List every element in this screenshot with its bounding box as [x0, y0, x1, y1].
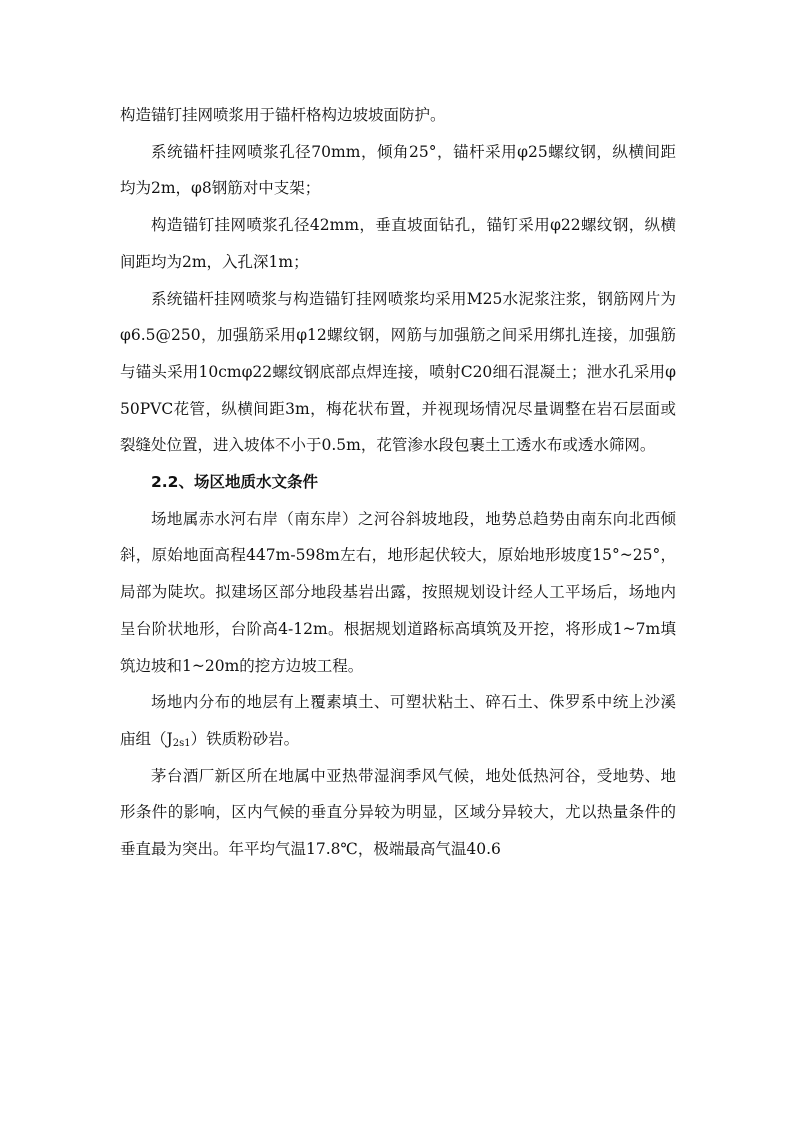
- strata-text-after: ）铁质粉砂岩。: [190, 729, 300, 748]
- paragraph-anchor-usage: 构造锚钉挂网喷浆用于锚杆格构边坡坡面防护。: [120, 106, 446, 124]
- paragraph-grouting-mesh-spec: 系统锚杆挂网喷浆与构造锚钉挂网喷浆均采用M25水泥浆注浆，钢筋网片为φ6.5@250，加强筋采用φ12螺纹钢，网筋与加强筋之间采用绑扎连接，加强筋与锚头采用10cmφ22螺纹钢底部点焊连接，喷射C20细石混凝土；泄水孔采用φ50PVC花管，纵横间距3m，梅花状布置，并视现场情况尽量调整在岩石层面或裂缝处位置，进入坡体不小于0.5m，花管渗水段包裹土工透水布或透水筛网。: [120, 289, 676, 455]
- section-heading-geology-hydrology: 2.2、场区地质水文条件: [151, 473, 318, 492]
- paragraph-system-anchor-spec: 系统锚杆挂网喷浆孔径70mm，倾角25°，锚杆采用φ25螺纹钢，纵横间距均为2m，φ8钢筋对中支架；: [120, 142, 676, 198]
- strata-subscript: 2s1: [172, 737, 191, 749]
- strata-text-before: 场地内分布的地层有上覆素填土、可塑状粘土、碎石土、侏罗系中统上沙溪庙组（J: [120, 693, 676, 748]
- document-body: [120, 97, 676, 868]
- paragraph-strata: [120, 684, 676, 757]
- paragraph-structural-nail-spec: 构造锚钉挂网喷浆孔径42mm，垂直坡面钻孔，锚钉采用φ22螺纹钢，纵横间距均为2m，入孔深1m；: [120, 216, 676, 271]
- paragraph-site-terrain: 场地属赤水河右岸（南东岸）之河谷斜坡地段，地势总趋势由南东向北西倾斜，原始地面高程447m-598m左右，地形起伏较大，原始地形坡度15°~25°，局部为陡坎。拟建场区部分地段基岩出露，按照规划设计经人工平场后，场地内呈台阶状地形，台阶高4-12m。根据规划道路标高填筑及开挖，将形成1~7m填筑边坡和1~20m的挖方边坡工程。: [120, 509, 676, 675]
- paragraph-climate: 茅台酒厂新区所在地属中亚热带湿润季风气候，地处低热河谷，受地势、地形条件的影响，区内气候的垂直分异较为明显，区域分异较大，尤以热量条件的垂直最为突出。年平均气温17.8℃，极端最高气温40.6: [120, 766, 676, 859]
